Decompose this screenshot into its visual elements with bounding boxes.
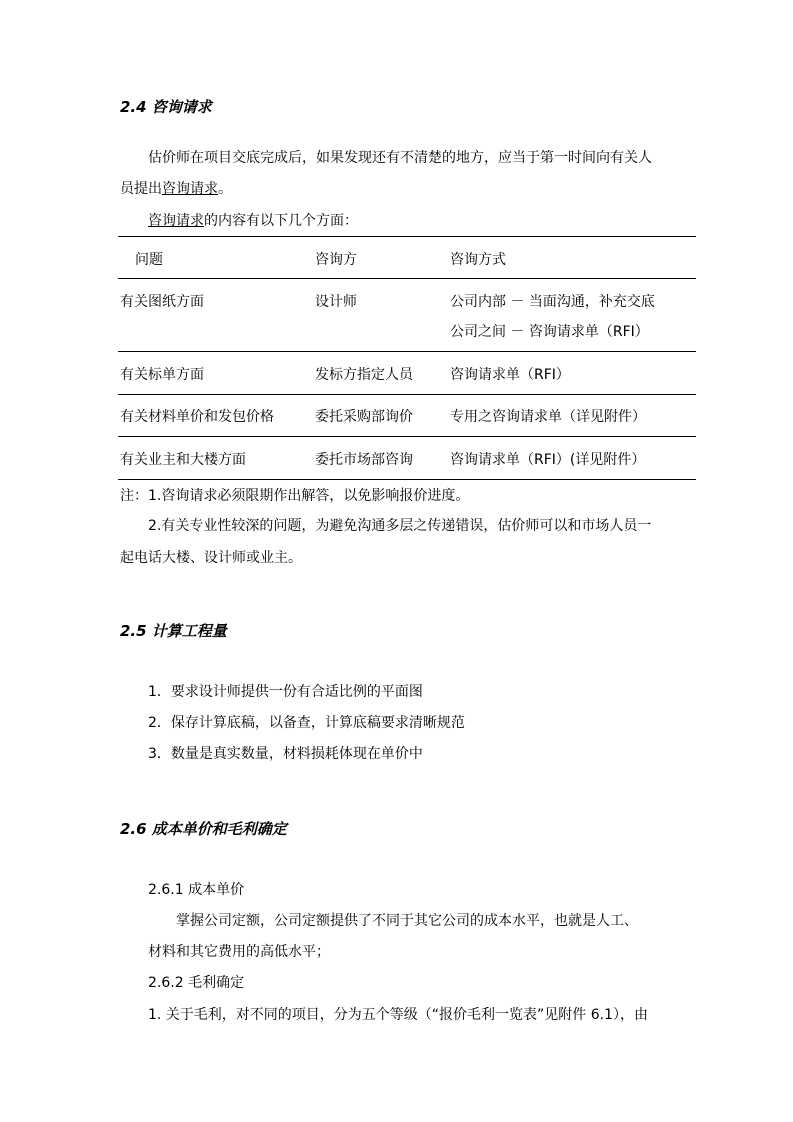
table-cell-issue: 有关图纸方面 xyxy=(120,294,204,310)
paragraph-margin-line1: 1. 关于毛利，对不同的项目，分为五个等级（“报价毛利一览表”见附件 6.1），由 xyxy=(148,1007,649,1023)
note-1: 注：1.咨询请求必须限期作出解答，以免影响报价进度。 xyxy=(120,488,470,504)
table-cell-issue: 有关材料单价和发包价格 xyxy=(120,409,274,425)
section-heading-2-4: 2.4 咨询请求 xyxy=(120,98,212,116)
table-cell-method: 专用之咨询请求单（详见附件） xyxy=(450,409,646,425)
section-heading-2-5: 2.5 计算工程量 xyxy=(120,622,227,640)
paragraph-text: 员提出 xyxy=(120,181,162,197)
table-rule-top xyxy=(118,236,696,237)
subsection-heading-2-6-2: 2.6.2 毛利确定 xyxy=(148,975,245,991)
table-cell-issue: 有关业主和大楼方面 xyxy=(120,452,246,468)
table-rule-bottom xyxy=(118,479,696,480)
note-2-line1: 2.有关专业性较深的问题，为避免沟通多层之传递错误，估价师可以和市场人员一 xyxy=(148,518,652,534)
table-rule xyxy=(118,278,696,279)
consult-request-link[interactable]: 咨询请求 xyxy=(162,181,218,197)
list-item: 3．数量是真实数量，材料损耗体现在单价中 xyxy=(148,746,423,762)
table-cell-party: 发标方指定人员 xyxy=(315,367,413,383)
table-cell-party: 设计师 xyxy=(315,294,357,310)
section-heading-2-6: 2.6 成本单价和毛利确定 xyxy=(120,820,287,838)
note-2-line2: 起电话大楼、设计师或业主。 xyxy=(120,550,302,566)
paragraph-intro-line2 xyxy=(120,178,232,198)
table-cell-method: 公司之间 － 咨询请求单（RFI） xyxy=(450,324,649,340)
subsection-heading-2-6-1: 2.6.1 成本单价 xyxy=(148,882,245,898)
table-cell-issue: 有关标单方面 xyxy=(120,367,204,383)
table-cell-method: 咨询请求单（RFI）(详见附件） xyxy=(450,452,646,468)
list-item: 1．要求设计师提供一份有合适比例的平面图 xyxy=(148,684,423,700)
table-cell-party: 委托采购部询价 xyxy=(315,409,413,425)
table-cell-method: 咨询请求单（RFI） xyxy=(450,367,570,383)
table-cell-party: 委托市场部咨询 xyxy=(315,452,413,468)
paragraph-text: 的内容有以下几个方面： xyxy=(204,213,358,229)
table-header-party: 咨询方 xyxy=(315,252,357,268)
consult-request-link[interactable]: 咨询请求 xyxy=(148,213,204,229)
table-header-issue: 问题 xyxy=(135,252,163,268)
table-header-method: 咨询方式 xyxy=(450,252,506,268)
table-rule xyxy=(118,351,696,352)
paragraph-cost-line2: 材料和其它费用的高低水平； xyxy=(148,944,330,960)
table-rule xyxy=(118,436,696,437)
paragraph-cost-line1: 掌握公司定额，公司定额提供了不同于其它公司的成本水平，也就是人工、 xyxy=(176,913,638,929)
paragraph-text: 。 xyxy=(218,181,232,197)
list-item: 2．保存计算底稿，以备查，计算底稿要求清晰规范 xyxy=(148,715,465,731)
paragraph-intro-line1: 估价师在项目交底完成后，如果发现还有不清楚的地方，应当于第一时间向有关人 xyxy=(148,150,652,166)
paragraph-aspects xyxy=(148,210,358,230)
table-cell-method: 公司内部 － 当面沟通，补充交底 xyxy=(450,294,655,310)
table-rule xyxy=(118,394,696,395)
